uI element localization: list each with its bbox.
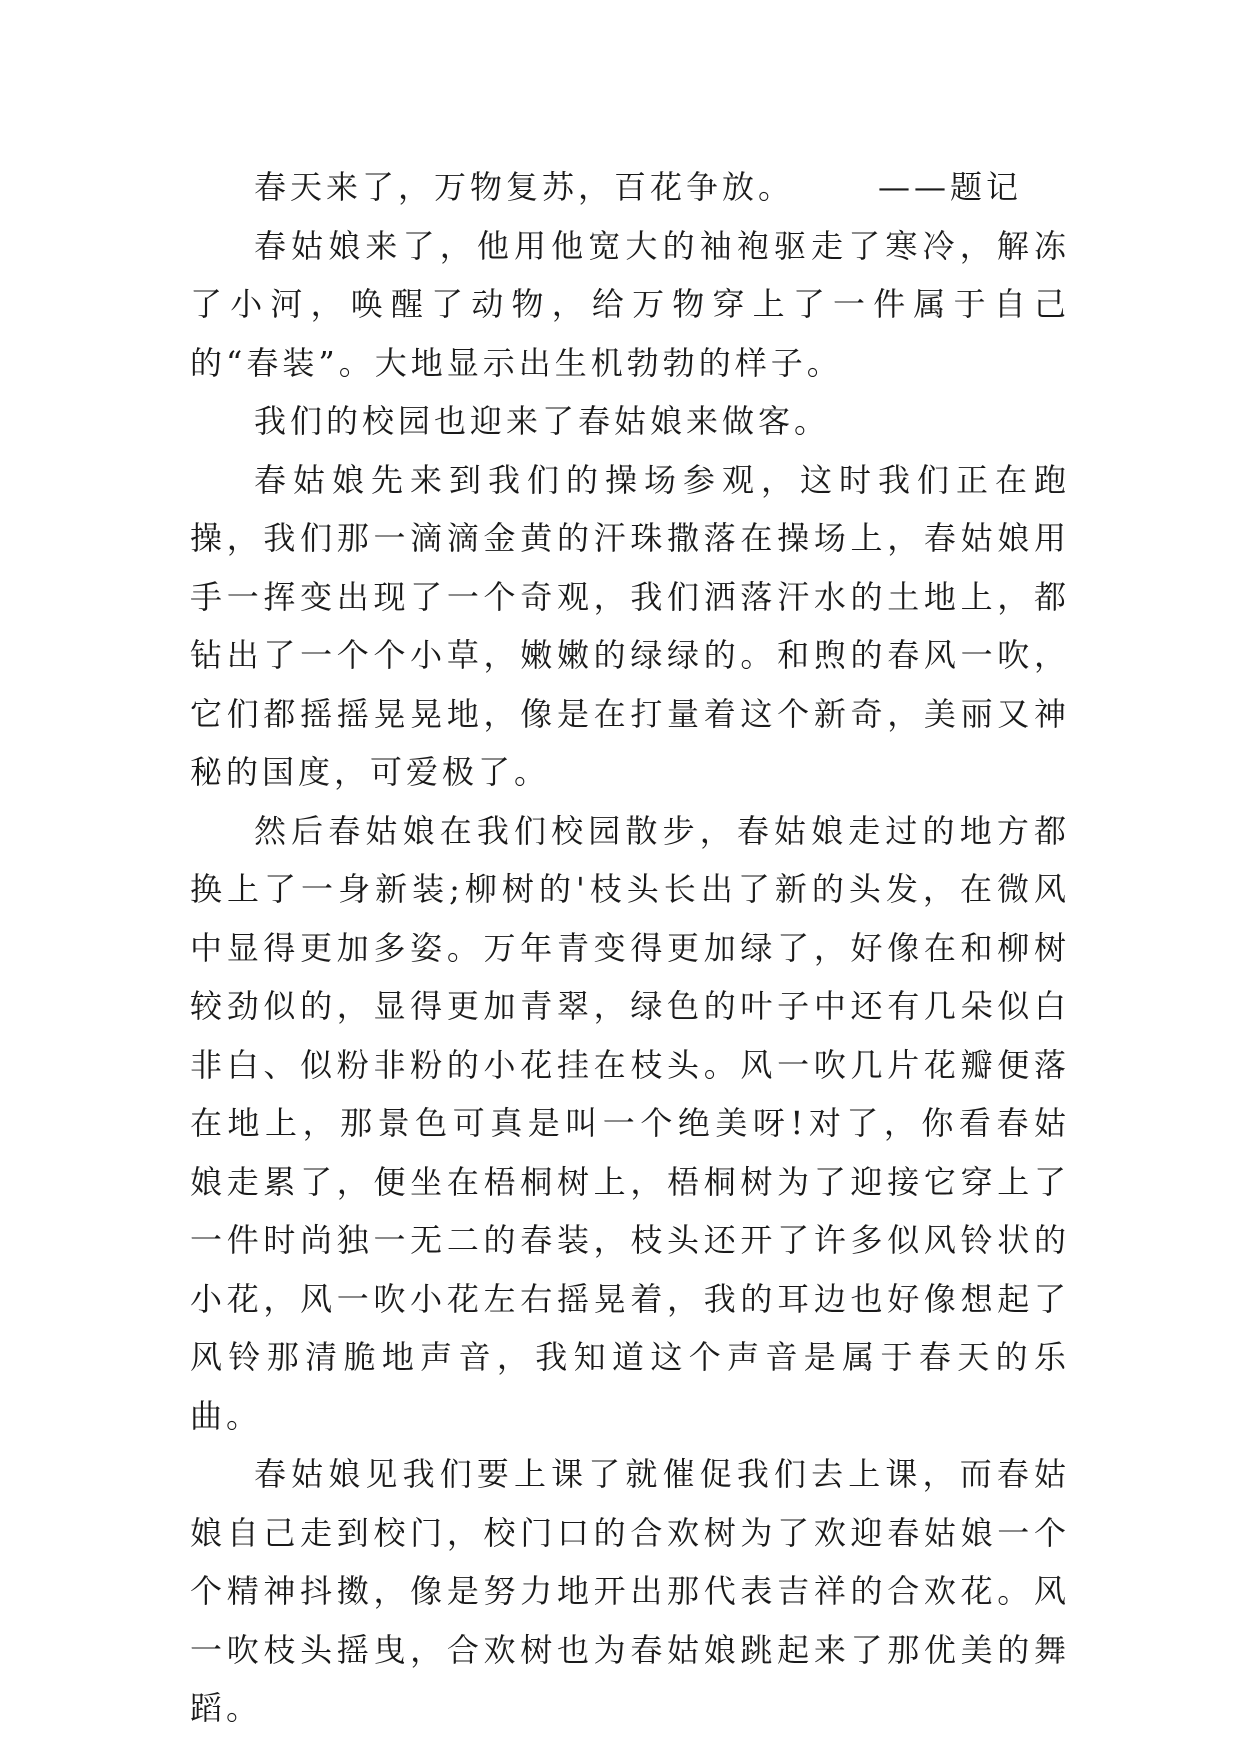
paragraph: 春姑娘来了，他用他宽大的袖袍驱走了寒冷，解冻了小河，唤醒了动物，给万物穿上了一件属于自己的“春装”。大地显示出生机勃勃的样子。 — [190, 226, 1070, 382]
epigraph-attribution: ——题记 — [878, 168, 1023, 206]
epigraph — [190, 158, 1070, 217]
document-body — [190, 158, 1070, 1738]
paragraph: 我们的校园也迎来了春姑娘来做客。 — [254, 402, 831, 440]
paragraph: 春姑娘见我们要上课了就催促我们去上课，而春姑娘自己走到校门，校门口的合欢树为了欢迎春姑娘一个个精神抖擞，像是努力地开出那代表吉祥的合欢花。风一吹枝头摇曳，合欢树也为春姑娘跳起来了那优美的舞蹈。 — [190, 1455, 1070, 1727]
paragraph: 春姑娘先来到我们的操场参观，这时我们正在跑操，我们那一滴滴金黄的汗珠撒落在操场上，春姑娘用手一挥变出现了一个奇观，我们洒落汗水的土地上，都钻出了一个个小草，嫩嫩的绿绿的。和煦的春风一吹，它们都摇摇晃晃地，像是在打量着这个新奇，美丽又神秘的国度，可爱极了。 — [190, 460, 1070, 791]
epigraph-text: 春天来了，万物复苏，百花争放。 — [254, 168, 795, 206]
paragraph: 然后春姑娘在我们校园散步，春姑娘走过的地方都换上了一身新装;柳树的'枝头长出了新的头发，在微风中显得更加多姿。万年青变得更加绿了，好像在和柳树较劲似的，显得更加青翠，绿色的叶子中还有几朵似白非白、似粉非粉的小花挂在枝头。风一吹几片花瓣便落在地上，那景色可真是叫一个绝美呀!对了，你看春姑娘走累了，便坐在梧桐树上，梧桐树为了迎接它穿上了一件时尚独一无二的春装，枝头还开了许多似风铃状的小花，风一吹小花左右摇晃着，我的耳边也好像想起了风铃那清脆地声音，我知道这个声音是属于春天的乐曲。 — [190, 811, 1070, 1435]
